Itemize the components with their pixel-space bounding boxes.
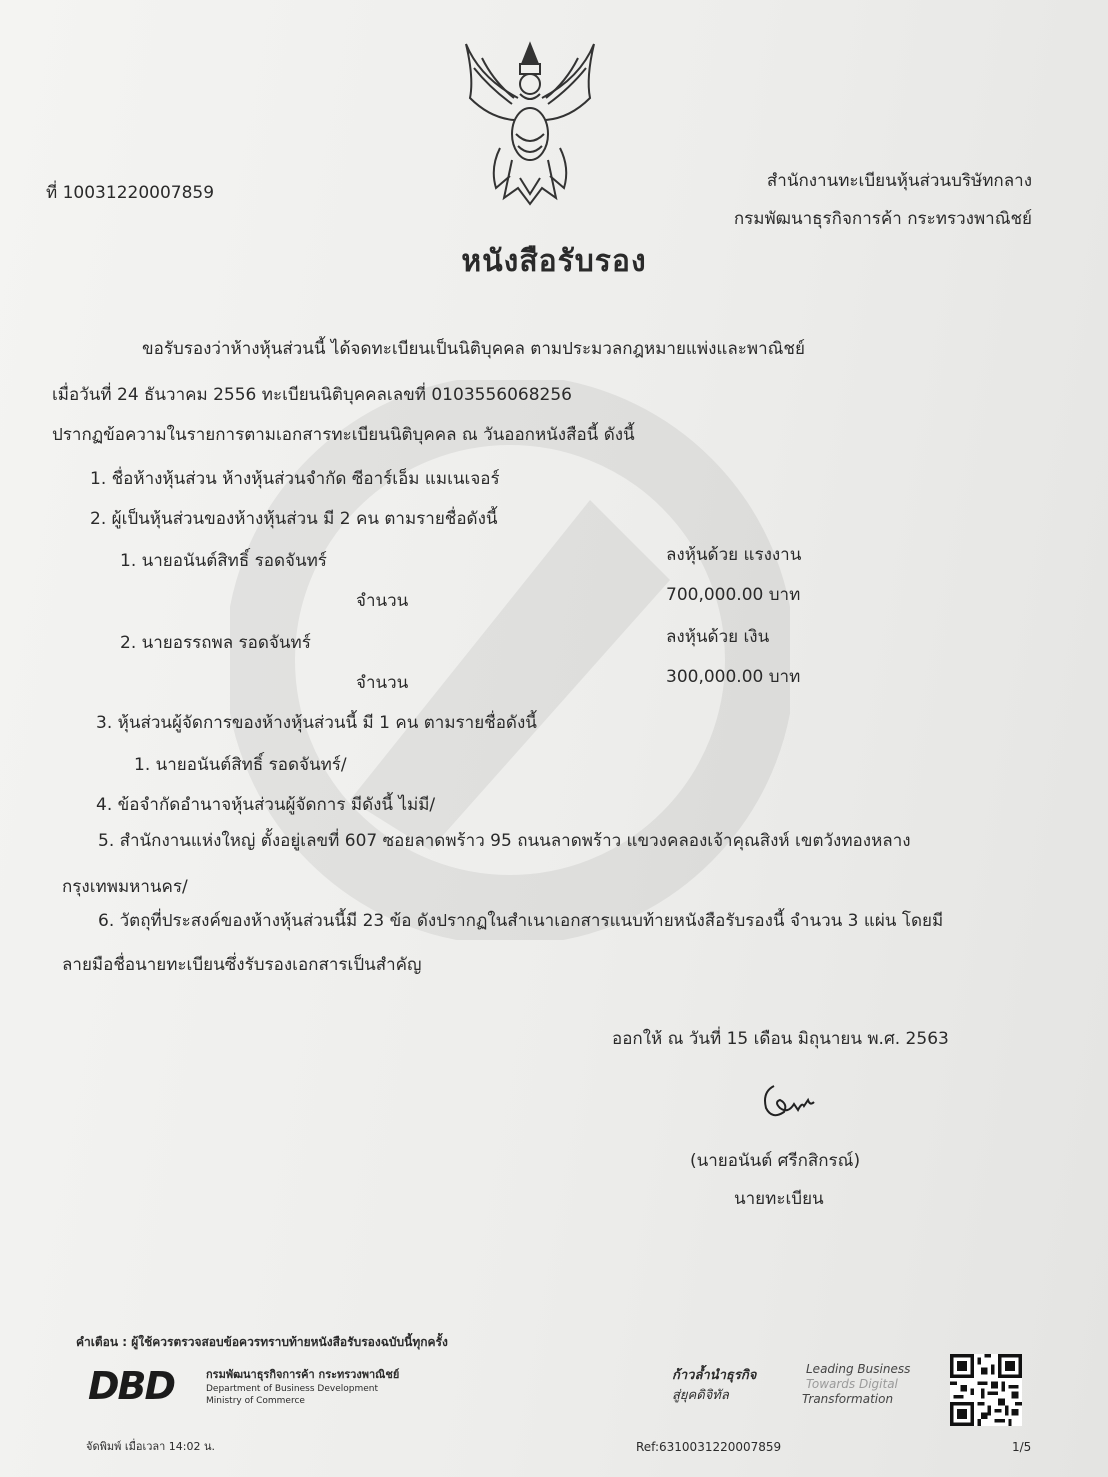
department-thai-name: กรมพัฒนาธุรกิจการค้า กระทรวงพาณิชย์	[206, 1368, 400, 1381]
item-6-objectives: 6. วัตถุที่ประสงค์ของห้างหุ้นส่วนนี้มี 23 ข้อ ดังปรากฏในสำเนาเอกสารแนบท้ายหนังสือรับรองนี้ จำนวน 3 แผ่น โดยมี	[98, 911, 944, 931]
dbd-logo: DBD	[88, 1364, 175, 1408]
page-number: 1/5	[1012, 1440, 1032, 1454]
slogan-thai-line-2: สู่ยุคดิจิทัล	[672, 1388, 729, 1403]
intro-line-3: ปรากฏข้อความในรายการตามเอกสารทะเบียนนิติบุคคล ณ วันออกหนังสือนี้ ดังนี้	[52, 425, 635, 445]
print-time: จัดพิมพ์ เมื่อเวลา 14:02 น.	[86, 1440, 216, 1453]
partner-2-name: 2. นายอรรถพล รอดจันทร์	[120, 633, 311, 653]
document-title: หนังสือรับรอง	[461, 244, 647, 279]
partner-2-amount: 300,000.00 บาท	[666, 667, 801, 687]
item-5-head-office: 5. สำนักงานแห่งใหญ่ ตั้งอยู่เลขที่ 607 ซอยลาดพร้าว 95 ถนนลาดพร้าว แขวงคลองเจ้าคุณสิงห์ เขตวังทองหลาง	[98, 831, 911, 851]
slogan-english-line-2: Towards Digital	[806, 1377, 898, 1391]
department-english-name: Department of Business Development	[206, 1384, 378, 1394]
registrar-title: นายทะเบียน	[734, 1189, 824, 1209]
partner-1-amount: 700,000.00 บาท	[666, 585, 801, 605]
reference-number: Ref:6310031220007859	[636, 1440, 782, 1454]
partner-2-amount-label: จำนวน	[356, 673, 409, 693]
footer-warning: คำเตือน : ผู้ใช้ควรตรวจสอบข้อควรทราบท้ายหนังสือรับรองฉบับนี้ทุกครั้ง	[76, 1335, 448, 1349]
document-number: ที่ 10031220007859	[46, 183, 215, 203]
managing-partner-name: 1. นายอนันต์สิทธิ์ รอดจันทร์/	[134, 755, 347, 775]
issue-date: ออกให้ ณ วันที่ 15 เดือน มิถุนายน พ.ศ. 2563	[612, 1029, 949, 1049]
intro-line-2: เมื่อวันที่ 24 ธันวาคม 2556 ทะเบียนนิติบุคคลเลขที่ 0103556068256	[52, 385, 572, 405]
item-4-authority-limit: 4. ข้อจำกัดอำนาจหุ้นส่วนผู้จัดการ มีดังนี้ ไม่มี/	[96, 795, 436, 815]
office-name: สำนักงานทะเบียนหุ้นส่วนบริษัทกลาง	[766, 171, 1032, 191]
item-3-managing-partner: 3. หุ้นส่วนผู้จัดการของห้างหุ้นส่วนนี้ มี 1 คน ตามรายชื่อดังนี้	[96, 713, 537, 733]
intro-line-1: ขอรับรองว่าห้างหุ้นส่วนนี้ ได้จดทะเบียนเป็นนิติบุคคล ตามประมวลกฎหมายแพ่งและพาณิชย์	[142, 339, 805, 359]
item-5-province: กรุงเทพมหานคร/	[62, 877, 188, 897]
slogan-thai-line-1: ก้าวล้ำนำธุรกิจ	[672, 1368, 757, 1383]
partner-1-contribution: ลงหุ้นด้วย แรงงาน	[666, 545, 802, 565]
partner-1-name: 1. นายอนันต์สิทธิ์ รอดจันทร์	[120, 551, 327, 571]
item-2-partners-count: 2. ผู้เป็นหุ้นส่วนของห้างหุ้นส่วน มี 2 คน ตามรายชื่อดังนี้	[90, 509, 498, 529]
item-1-partnership-name: 1. ชื่อห้างหุ้นส่วน ห้างหุ้นส่วนจำกัด ซีอาร์เอ็ม แมเนเจอร์	[90, 469, 500, 489]
slogan-english-line-1: Leading Business	[806, 1362, 911, 1376]
registrar-signature	[758, 1074, 822, 1124]
slogan-english-line-3: Transformation	[802, 1392, 894, 1406]
ministry-english-name: Ministry of Commerce	[206, 1396, 305, 1406]
qr-code	[950, 1354, 1022, 1426]
partner-1-amount-label: จำนวน	[356, 591, 409, 611]
partner-2-contribution: ลงหุ้นด้วย เงิน	[666, 627, 770, 647]
dbd-watermark	[230, 380, 790, 940]
department-name: กรมพัฒนาธุรกิจการค้า กระทรวงพาณิชย์	[733, 209, 1032, 229]
item-6-objectives-cont: ลายมือชื่อนายทะเบียนซึ่งรับรองเอกสารเป็นสำคัญ	[62, 955, 422, 975]
registrar-name: (นายอนันต์ ศรีกสิกรณ์)	[690, 1151, 861, 1171]
garuda-emblem	[460, 38, 600, 208]
